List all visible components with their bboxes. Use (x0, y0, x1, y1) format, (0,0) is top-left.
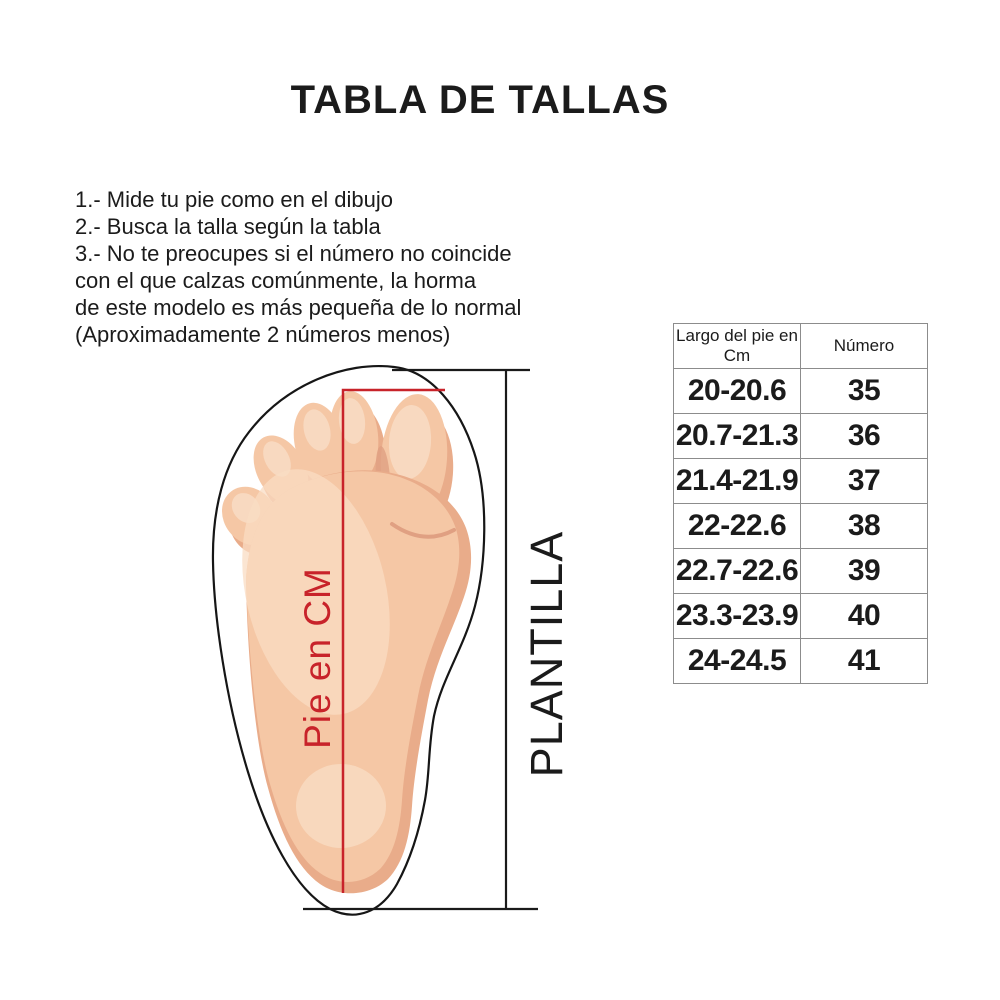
size-table-header-number: Número (801, 324, 928, 369)
size-number-cell: 41 (801, 639, 928, 684)
instruction-line: con el que calzas comúnmente, la horma (75, 268, 477, 293)
size-table-row (674, 369, 928, 414)
size-number-cell: 35 (801, 369, 928, 414)
size-table-row (674, 504, 928, 549)
foot-length-cell: 20.7-21.3 (674, 414, 801, 459)
foot-length-cell: 23.3-23.9 (674, 594, 801, 639)
foot-length-cell: 22-22.6 (674, 504, 801, 549)
instruction-line: de este modelo es más pequeña de lo normal (75, 295, 522, 320)
instruction-line: 2.- Busca la talla según la tabla (75, 214, 381, 239)
size-number-cell: 37 (801, 459, 928, 504)
size-table-row (674, 594, 928, 639)
size-number-cell: 36 (801, 414, 928, 459)
size-table-row (674, 459, 928, 504)
heel-highlight (296, 764, 386, 848)
size-number-cell: 39 (801, 549, 928, 594)
instruction-line: (Aproximadamente 2 números menos) (75, 322, 451, 347)
foot-length-cell: 24-24.5 (674, 639, 801, 684)
insole-label: PLANTILLA (521, 530, 572, 778)
size-table-header-row (674, 324, 928, 369)
foot-length-cell: 20-20.6 (674, 369, 801, 414)
page-title: TABLA DE TALLAS (290, 78, 670, 122)
size-table-row (674, 639, 928, 684)
foot-length-cell: 22.7-22.6 (674, 549, 801, 594)
instruction-line: 3.- No te preocupes si el número no coincide (75, 241, 512, 266)
foot-length-label: Pie en CM (297, 567, 338, 749)
size-number-cell: 40 (801, 594, 928, 639)
size-table (673, 323, 928, 684)
foot-length-cell: 21.4-21.9 (674, 459, 801, 504)
header-line: Cm (723, 346, 751, 365)
header-line: Largo del pie en (676, 326, 798, 345)
size-number-cell: 38 (801, 504, 928, 549)
size-table-header-foot-length (674, 324, 801, 369)
size-table-row (674, 414, 928, 459)
size-table-row (674, 549, 928, 594)
instruction-line: 1.- Mide tu pie como en el dibujo (75, 187, 393, 212)
